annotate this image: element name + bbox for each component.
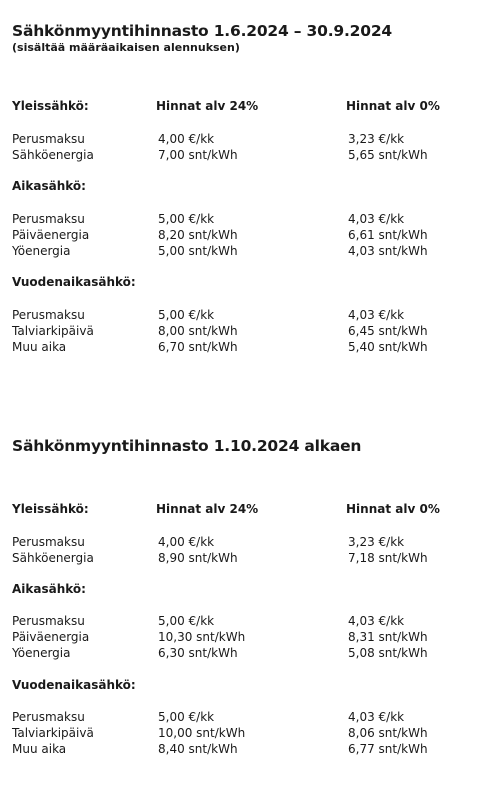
group-aikasahko [12,613,472,661]
price-vat24: 4,00 €/kk [158,132,215,146]
category-heading: Vuodenaikasähkö: [12,275,136,289]
category-heading: Aikasähkö: [12,179,86,193]
row-label: Sähköenergia [12,148,94,162]
price-row [12,629,472,645]
price-row [12,211,472,227]
price-table-autumn [12,500,472,518]
price-vat0: 8,31 snt/kWh [348,630,428,644]
row-label: Perusmaksu [12,710,85,724]
column-heading-vat24: Hinnat alv 24% [156,99,259,113]
price-row [12,613,472,629]
price-vat24: 8,40 snt/kWh [158,742,238,756]
price-vat0: 8,06 snt/kWh [348,726,428,740]
category-aikasahko [12,178,472,194]
price-vat0: 4,03 €/kk [348,710,405,724]
row-label: Perusmaksu [12,614,85,628]
price-row [12,131,472,147]
category-vuodenaikasahko [12,274,472,290]
group-vuodenaikasahko [12,307,472,355]
category-vuodenaikasahko [12,677,472,693]
price-vat24: 8,00 snt/kWh [158,324,238,338]
column-heading-vat24: Hinnat alv 24% [156,502,259,516]
table-header [12,97,472,115]
row-label: Päiväenergia [12,228,90,242]
category-aikasahko [12,581,472,597]
price-vat0: 5,08 snt/kWh [348,646,428,660]
row-label: Talviarkipäivä [12,324,94,338]
group-aikasahko [12,211,472,259]
row-label: Sähköenergia [12,551,94,565]
price-vat0: 5,40 snt/kWh [348,340,428,354]
price-row [12,323,472,339]
price-vat24: 10,30 snt/kWh [158,630,246,644]
category-heading: Yleissähkö: [12,99,89,113]
price-vat24: 10,00 snt/kWh [158,726,246,740]
price-vat24: 6,30 snt/kWh [158,646,238,660]
price-list-section-summer [12,22,472,54]
group-vuodenaikasahko [12,709,472,757]
price-vat0: 5,65 snt/kWh [348,148,428,162]
price-row [12,725,472,741]
price-row [12,339,472,355]
row-label: Perusmaksu [12,212,85,226]
price-table-summer [12,97,472,115]
price-row [12,534,472,550]
group-yleissahko [12,131,472,163]
row-label: Päiväenergia [12,630,90,644]
price-list-section-autumn [12,437,472,456]
price-vat0: 3,23 €/kk [348,132,405,146]
category-heading: Vuodenaikasähkö: [12,678,136,692]
column-heading-vat0: Hinnat alv 0% [346,99,440,113]
price-vat24: 8,20 snt/kWh [158,228,238,242]
price-row [12,243,472,259]
price-vat0: 4,03 snt/kWh [348,244,428,258]
price-vat0: 7,18 snt/kWh [348,551,428,565]
column-heading-vat0: Hinnat alv 0% [346,502,440,516]
row-label: Muu aika [12,340,67,354]
price-vat24: 5,00 €/kk [158,212,215,226]
row-label: Yöenergia [12,646,71,660]
price-vat0: 6,45 snt/kWh [348,324,428,338]
group-yleissahko [12,534,472,566]
price-vat0: 6,77 snt/kWh [348,742,428,756]
price-row [12,741,472,757]
price-vat24: 6,70 snt/kWh [158,340,238,354]
price-vat24: 7,00 snt/kWh [158,148,238,162]
price-vat24: 5,00 €/kk [158,614,215,628]
price-row [12,645,472,661]
row-label: Perusmaksu [12,308,85,322]
price-vat24: 5,00 snt/kWh [158,244,238,258]
category-heading: Yleissähkö: [12,502,89,516]
category-heading: Aikasähkö: [12,582,86,596]
row-label: Muu aika [12,742,67,756]
section-subtitle: (sisältää määräaikaisen alennuksen) [12,41,240,54]
price-row [12,147,472,163]
price-row [12,709,472,725]
section-title: Sähkönmyyntihinnasto 1.10.2024 alkaen [12,437,362,455]
row-label: Yöenergia [12,244,71,258]
price-vat24: 4,00 €/kk [158,535,215,549]
row-label: Perusmaksu [12,535,85,549]
price-row [12,227,472,243]
price-vat24: 8,90 snt/kWh [158,551,238,565]
row-label: Talviarkipäivä [12,726,94,740]
price-vat0: 6,61 snt/kWh [348,228,428,242]
price-vat0: 4,03 €/kk [348,212,405,226]
price-vat24: 5,00 €/kk [158,308,215,322]
section-title: Sähkönmyyntihinnasto 1.6.2024 – 30.9.2024 [12,22,393,40]
price-row [12,307,472,323]
price-vat0: 4,03 €/kk [348,614,405,628]
price-row [12,550,472,566]
table-header [12,500,472,518]
price-vat24: 5,00 €/kk [158,710,215,724]
price-vat0: 4,03 €/kk [348,308,405,322]
price-vat0: 3,23 €/kk [348,535,405,549]
row-label: Perusmaksu [12,132,85,146]
